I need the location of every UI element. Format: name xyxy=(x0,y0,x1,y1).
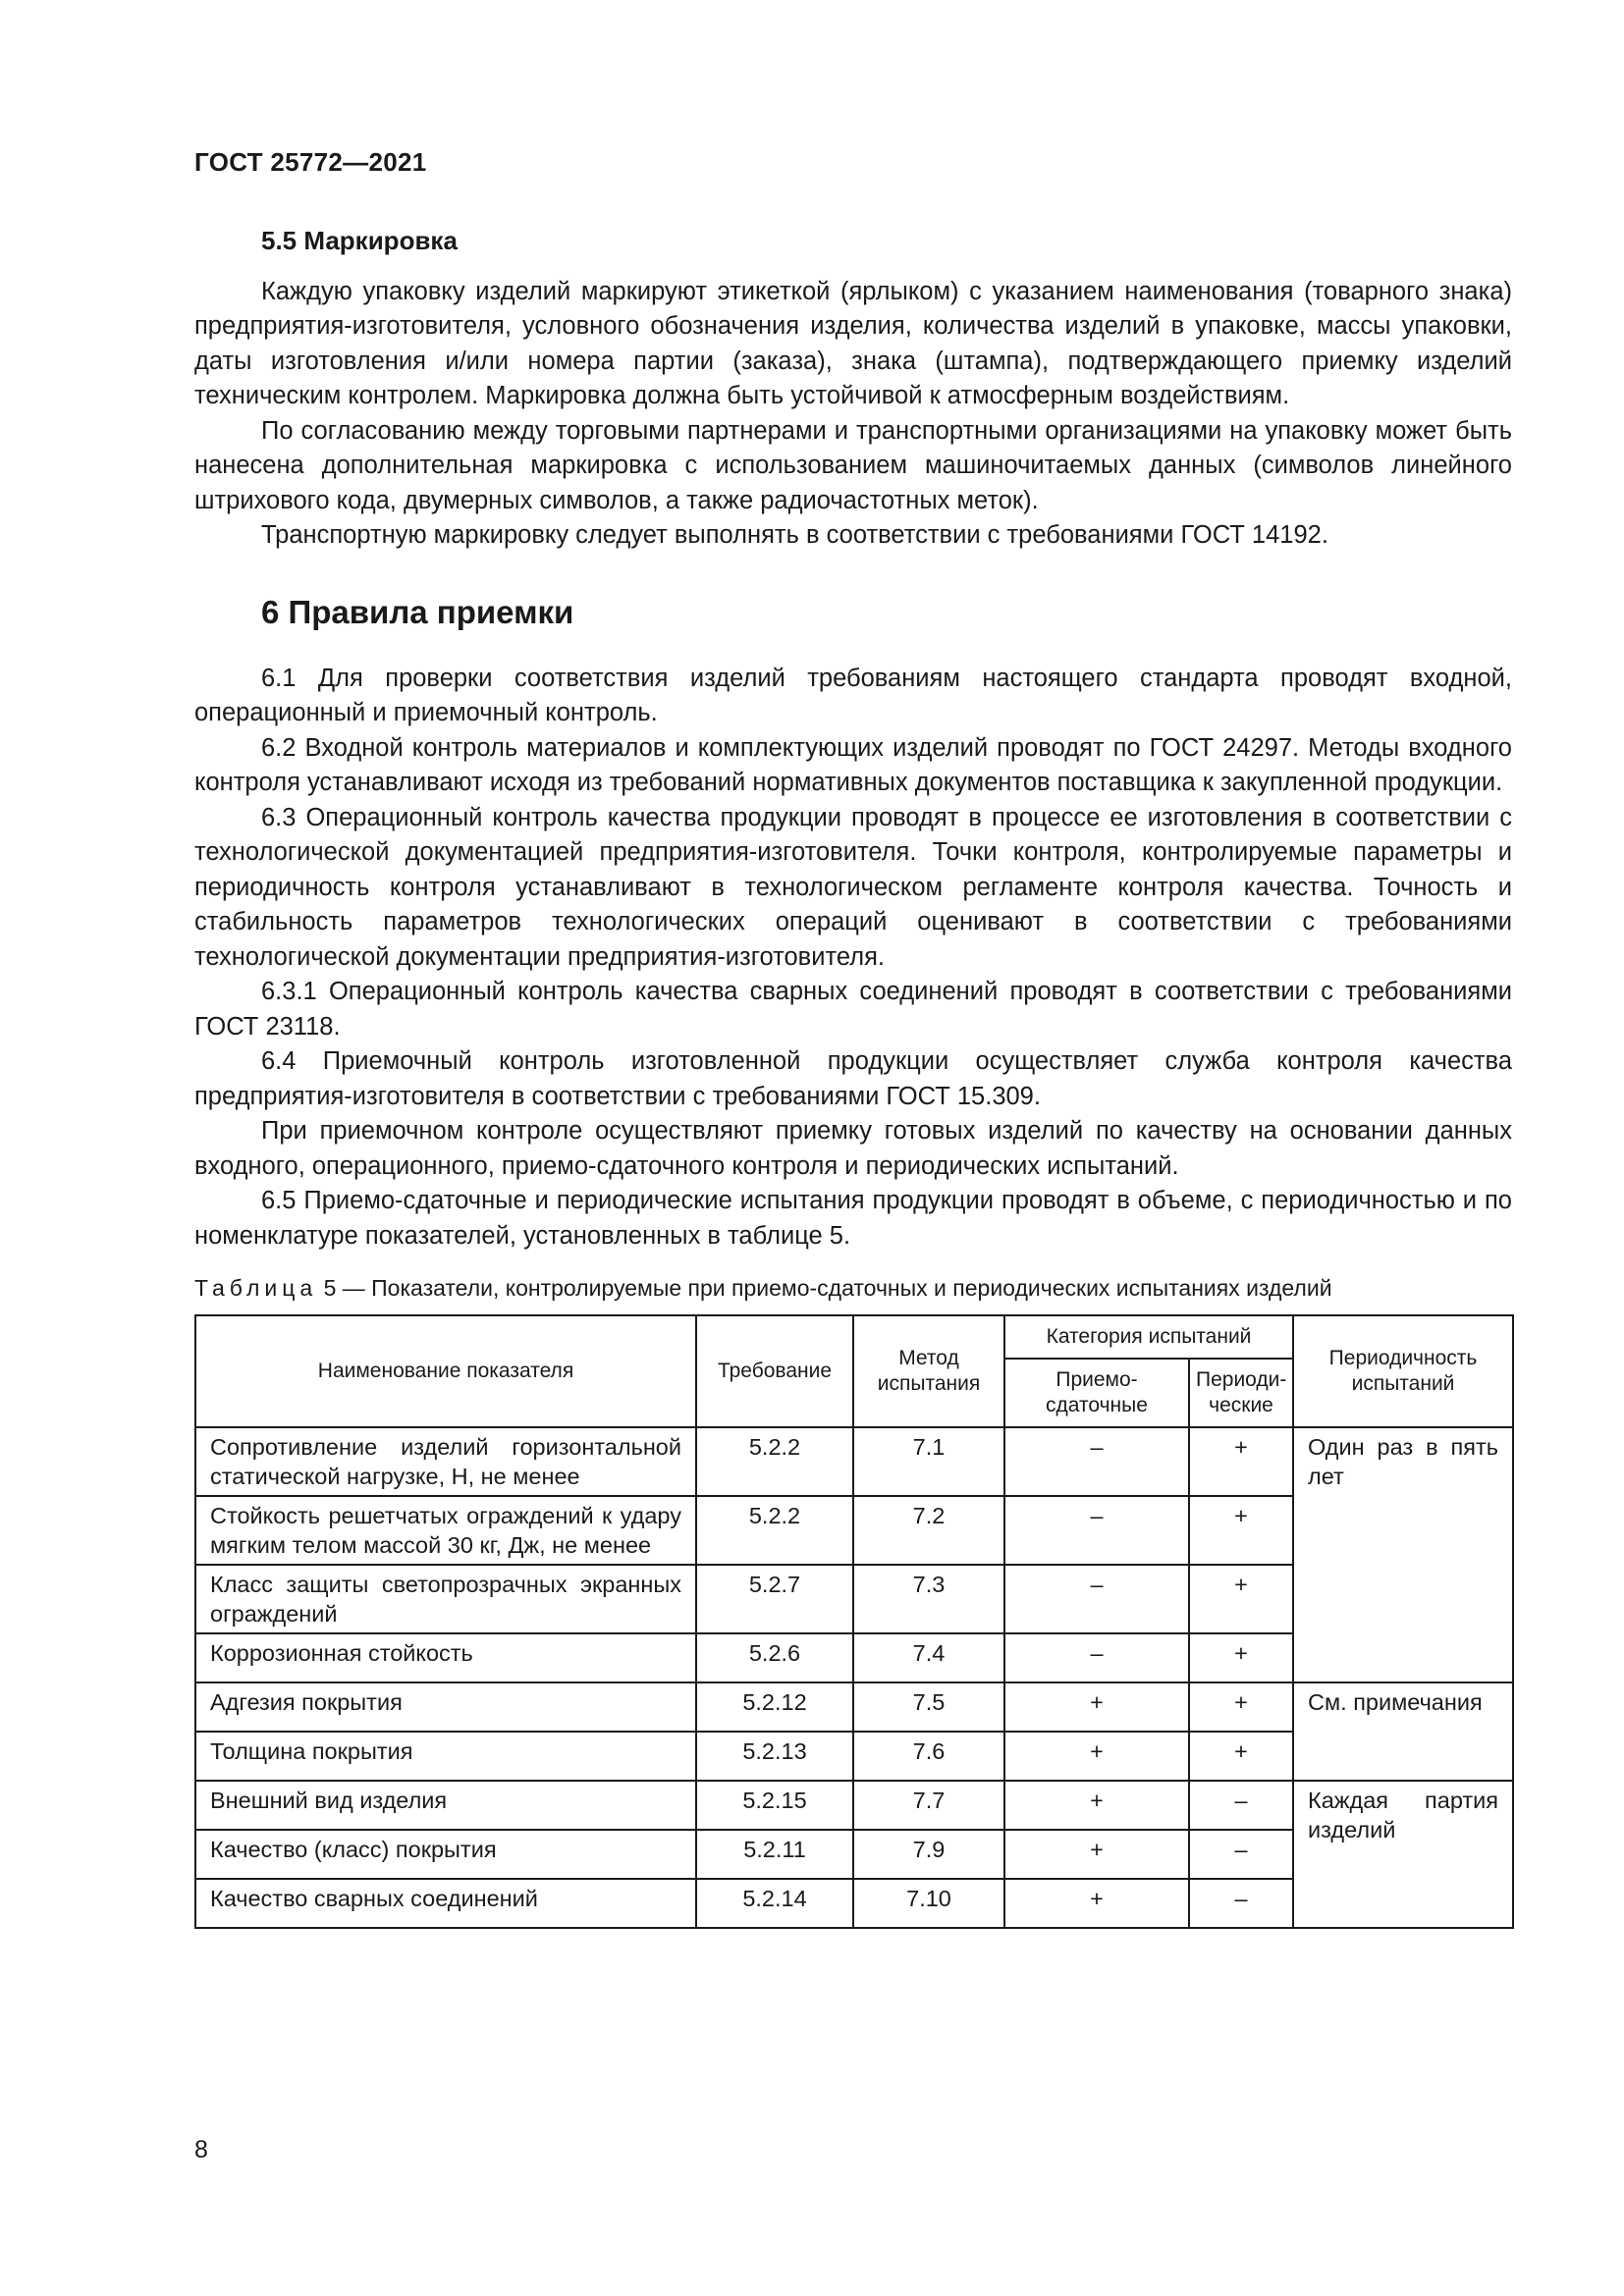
cell-method: 7.9 xyxy=(853,1830,1004,1879)
cell-acceptance: + xyxy=(1004,1879,1189,1928)
paragraph: 6.3 Операционный контроль качества продукции проводят в процессе ее изготовления в соответствии с технологической документацией предприятия-изготовителя. Точки контроля, контролируемые параметры и периодичность контроля устанавливают в технологическом регламенте контроля качества. Точность и стабильность параметров технологических операций оценивают в соответствии с требованиями технологической документации предприятия-изготовителя. xyxy=(194,803,1512,971)
header-requirement: Требование xyxy=(696,1315,853,1427)
paragraph: Транспортную маркировку следует выполнять в соответствии с требованиями ГОСТ 14192. xyxy=(261,521,1328,549)
cell-requirement: 5.2.2 xyxy=(696,1427,853,1496)
cell-periodic: + xyxy=(1189,1565,1293,1633)
table-5 xyxy=(194,1314,1514,1929)
cell-method: 7.10 xyxy=(853,1879,1004,1928)
section-6-title: 6 Правила приемки xyxy=(261,593,574,630)
cell-periodic: – xyxy=(1189,1830,1293,1879)
cell-method: 7.4 xyxy=(853,1633,1004,1682)
cell-acceptance: – xyxy=(1004,1496,1189,1565)
cell-requirement: 5.2.15 xyxy=(696,1781,853,1830)
cell-requirement: 5.2.2 xyxy=(696,1496,853,1565)
cell-periodic: + xyxy=(1189,1633,1293,1682)
table-row xyxy=(195,1682,1513,1732)
cell-name: Внешний вид изделия xyxy=(195,1781,696,1830)
paragraph: 6.3.1 Операционный контроль качества сварных соединений проводят в соответствии с требованиями ГОСТ 23118. xyxy=(194,978,1512,1041)
header-category: Категория испытаний xyxy=(1004,1315,1293,1359)
cell-acceptance: – xyxy=(1004,1633,1189,1682)
cell-requirement: 5.2.6 xyxy=(696,1633,853,1682)
document-header: ГОСТ 25772—2021 xyxy=(194,147,427,177)
cell-name: Качество (класс) покрытия xyxy=(195,1830,696,1879)
cell-acceptance: + xyxy=(1004,1682,1189,1732)
table-row xyxy=(195,1781,1513,1830)
cell-requirement: 5.2.12 xyxy=(696,1682,853,1732)
cell-method: 7.7 xyxy=(853,1781,1004,1830)
cell-acceptance: + xyxy=(1004,1830,1189,1879)
cell-name: Коррозионная стойкость xyxy=(195,1633,696,1682)
cell-periodicity: Один раз в пять лет xyxy=(1293,1427,1513,1682)
table-caption-word: Таблица xyxy=(194,1275,318,1301)
paragraph: 6.1 Для проверки соответствия изделий требованиям настоящего стандарта проводят входной, операционный и приемочный контроль. xyxy=(194,664,1512,726)
cell-requirement: 5.2.11 xyxy=(696,1830,853,1879)
table-caption xyxy=(194,1273,1512,1303)
paragraph: По согласованию между торговыми партнерами и транспортными организациями на упаковку может быть нанесена дополнительная маркировка с использованием машиночитаемых данных (символов линейного штрихового кода, двумерных символов, а также радиочастотных меток). xyxy=(194,416,1512,514)
table-caption-text: 5 — Показатели, контролируемые при приемо-сдаточных и периодических испытаниях изделий xyxy=(317,1275,1332,1301)
cell-method: 7.6 xyxy=(853,1732,1004,1781)
table-row xyxy=(195,1427,1513,1496)
cell-acceptance: – xyxy=(1004,1565,1189,1633)
paragraph: 6.5 Приемо-сдаточные и периодические испытания продукции проводят в объеме, с периодичностью и по номенклатуре показателей, установленных в таблице 5. xyxy=(194,1187,1512,1250)
cell-method: 7.1 xyxy=(853,1427,1004,1496)
cell-name: Адгезия покрытия xyxy=(195,1682,696,1732)
paragraph: 6.2 Входной контроль материалов и комплектующих изделий проводят по ГОСТ 24297. Методы входного контроля устанавливают исходя из требований нормативных документов поставщика к закупленной продукции. xyxy=(194,733,1512,796)
cell-periodic: + xyxy=(1189,1682,1293,1732)
cell-name: Класс защиты светопрозрачных экранных ограждений xyxy=(195,1565,696,1633)
cell-acceptance: + xyxy=(1004,1781,1189,1830)
cell-method: 7.5 xyxy=(853,1682,1004,1732)
header-periodicity: Периодичность испытаний xyxy=(1293,1315,1513,1427)
cell-periodic: + xyxy=(1189,1732,1293,1781)
cell-requirement: 5.2.14 xyxy=(696,1879,853,1928)
header-acceptance: Приемо-сдаточные xyxy=(1004,1359,1189,1427)
cell-periodic: + xyxy=(1189,1427,1293,1496)
cell-name: Толщина покрытия xyxy=(195,1732,696,1781)
cell-acceptance: + xyxy=(1004,1732,1189,1781)
cell-name: Стойкость решетчатых ограждений к удару мягким телом массой 30 кг, Дж, не менее xyxy=(195,1496,696,1565)
cell-periodic: – xyxy=(1189,1879,1293,1928)
header-name: Наименование показателя xyxy=(195,1315,696,1427)
cell-name: Сопротивление изделий горизонтальной статической нагрузке, Н, не менее xyxy=(195,1427,696,1496)
cell-periodic: – xyxy=(1189,1781,1293,1830)
cell-periodicity: См. примечания xyxy=(1293,1682,1513,1781)
cell-requirement: 5.2.7 xyxy=(696,1565,853,1633)
header-periodic: Периоди-ческие xyxy=(1189,1359,1293,1427)
cell-periodic: + xyxy=(1189,1496,1293,1565)
cell-periodicity: Каждая партия изделий xyxy=(1293,1781,1513,1928)
paragraph: 6.4 Приемочный контроль изготовленной продукции осуществляет служба контроля качества предприятия-изготовителя в соответствии с требованиями ГОСТ 15.309. xyxy=(194,1047,1512,1110)
cell-method: 7.2 xyxy=(853,1496,1004,1565)
cell-method: 7.3 xyxy=(853,1565,1004,1633)
page-content xyxy=(194,224,1512,1929)
cell-acceptance: – xyxy=(1004,1427,1189,1496)
paragraph: При приемочном контроле осуществляют приемку готовых изделий по качеству на основании данных входного, операционного, приемо-сдаточного контроля и периодических испытаний. xyxy=(194,1117,1512,1180)
paragraph: Каждую упаковку изделий маркируют этикеткой (ярлыком) с указанием наименования (товарного знака) предприятия-изготовителя, условного обозначения изделия, количества изделий в упаковке, массы упаковки, даты изготовления и/или номера партии (заказа), знака (штампа), подтверждающего приемку изделий техническим контролем. Маркировка должна быть устойчивой к атмосферным воздействиям. xyxy=(194,277,1512,409)
cell-name: Качество сварных соединений xyxy=(195,1879,696,1928)
section-5-5-title: 5.5 Маркировка xyxy=(261,226,458,255)
cell-requirement: 5.2.13 xyxy=(696,1732,853,1781)
page-number: 8 xyxy=(194,2136,208,2163)
header-method: Метод испытания xyxy=(853,1315,1004,1427)
